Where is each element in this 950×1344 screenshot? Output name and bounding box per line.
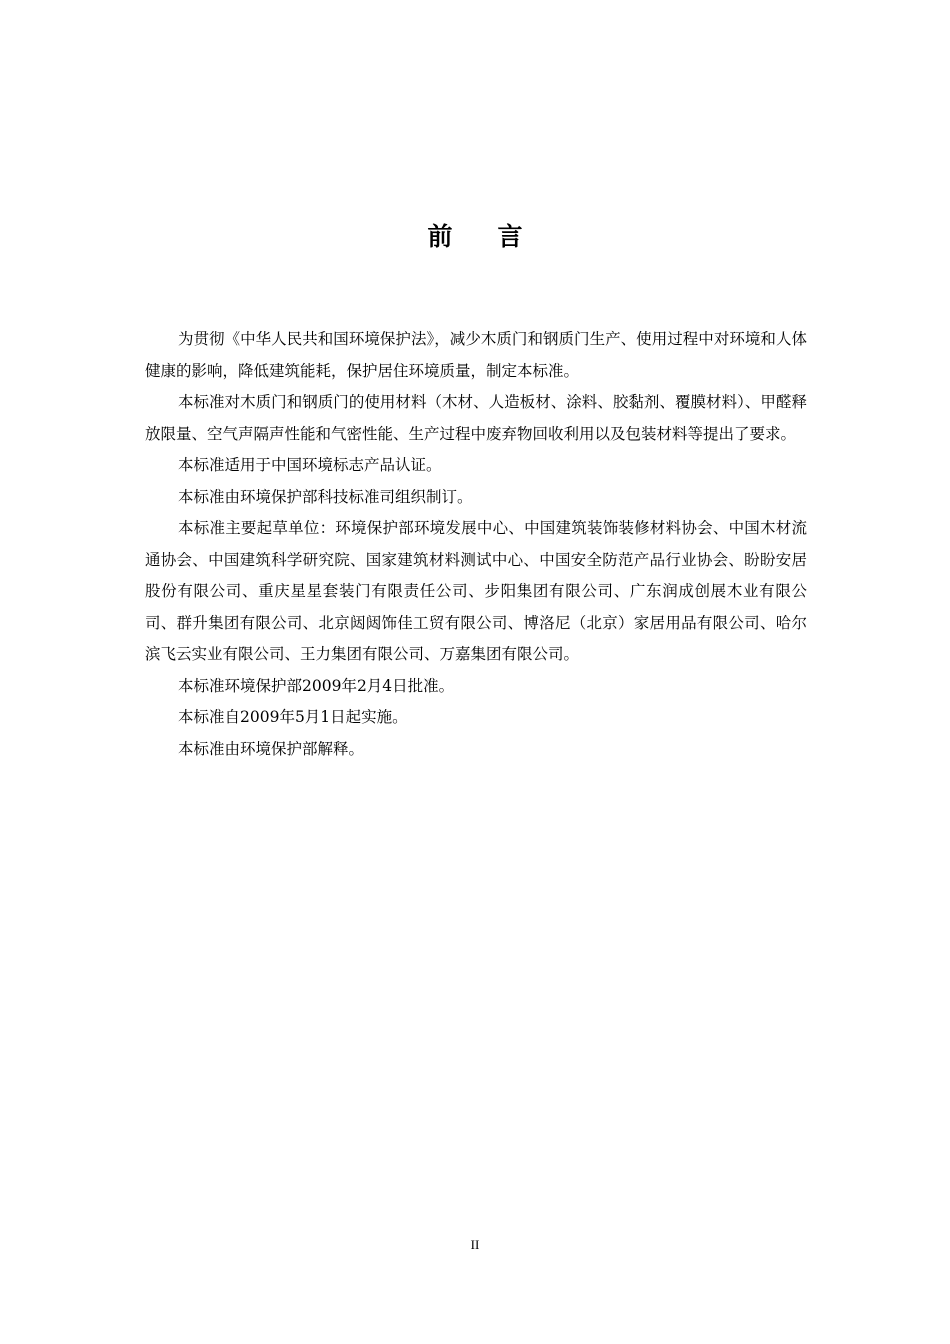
paragraph-approval-date: 本标准环境保护部2009年2月4日批准。 [178, 676, 455, 695]
paragraph-purpose: 为贯彻《中华人民共和国环境保护法》，减少木质门和钢质门生产、使用过程中对环境和人体健康的影响，降低建筑能耗，保护居住环境质量，制定本标准。 [145, 330, 807, 380]
paragraph-requirements: 本标准对木质门和钢质门的使用材料（木材、人造板材、涂料、胶黏剂、覆膜材料）、甲醛释放限量、空气声隔声性能和气密性能、生产过程中废弃物回收利用以及包装材料等提出了要求。 [145, 393, 807, 443]
paragraph-organizer: 本标准由环境保护部科技标准司组织制订。 [178, 487, 473, 506]
paragraph-interpretation: 本标准由环境保护部解释。 [178, 739, 365, 758]
paragraph-drafting-units: 本标准主要起草单位：环境保护部环境发展中心、中国建筑装饰装修材料协会、中国木材流通协会、中国建筑科学研究院、国家建筑材料测试中心、中国安全防范产品行业协会、盼盼安居股份有限公司、重庆星星套装门有限责任公司、步阳集团有限公司、广东润成创展木业有限公司、群升集团有限公司、北京闼闼饰佳工贸有限公司、博洛尼（北京）家居用品有限公司、哈尔滨飞云实业有限公司、王力集团有限公司、万嘉集团有限公司。 [145, 519, 807, 663]
paragraph-scope: 本标准适用于中国环境标志产品认证。 [178, 456, 442, 474]
page-title: 前言 [427, 222, 568, 251]
page-number: II [470, 1237, 480, 1252]
paragraph-effective-date: 本标准自2009年5月1日起实施。 [178, 708, 408, 726]
document-body [145, 324, 807, 765]
